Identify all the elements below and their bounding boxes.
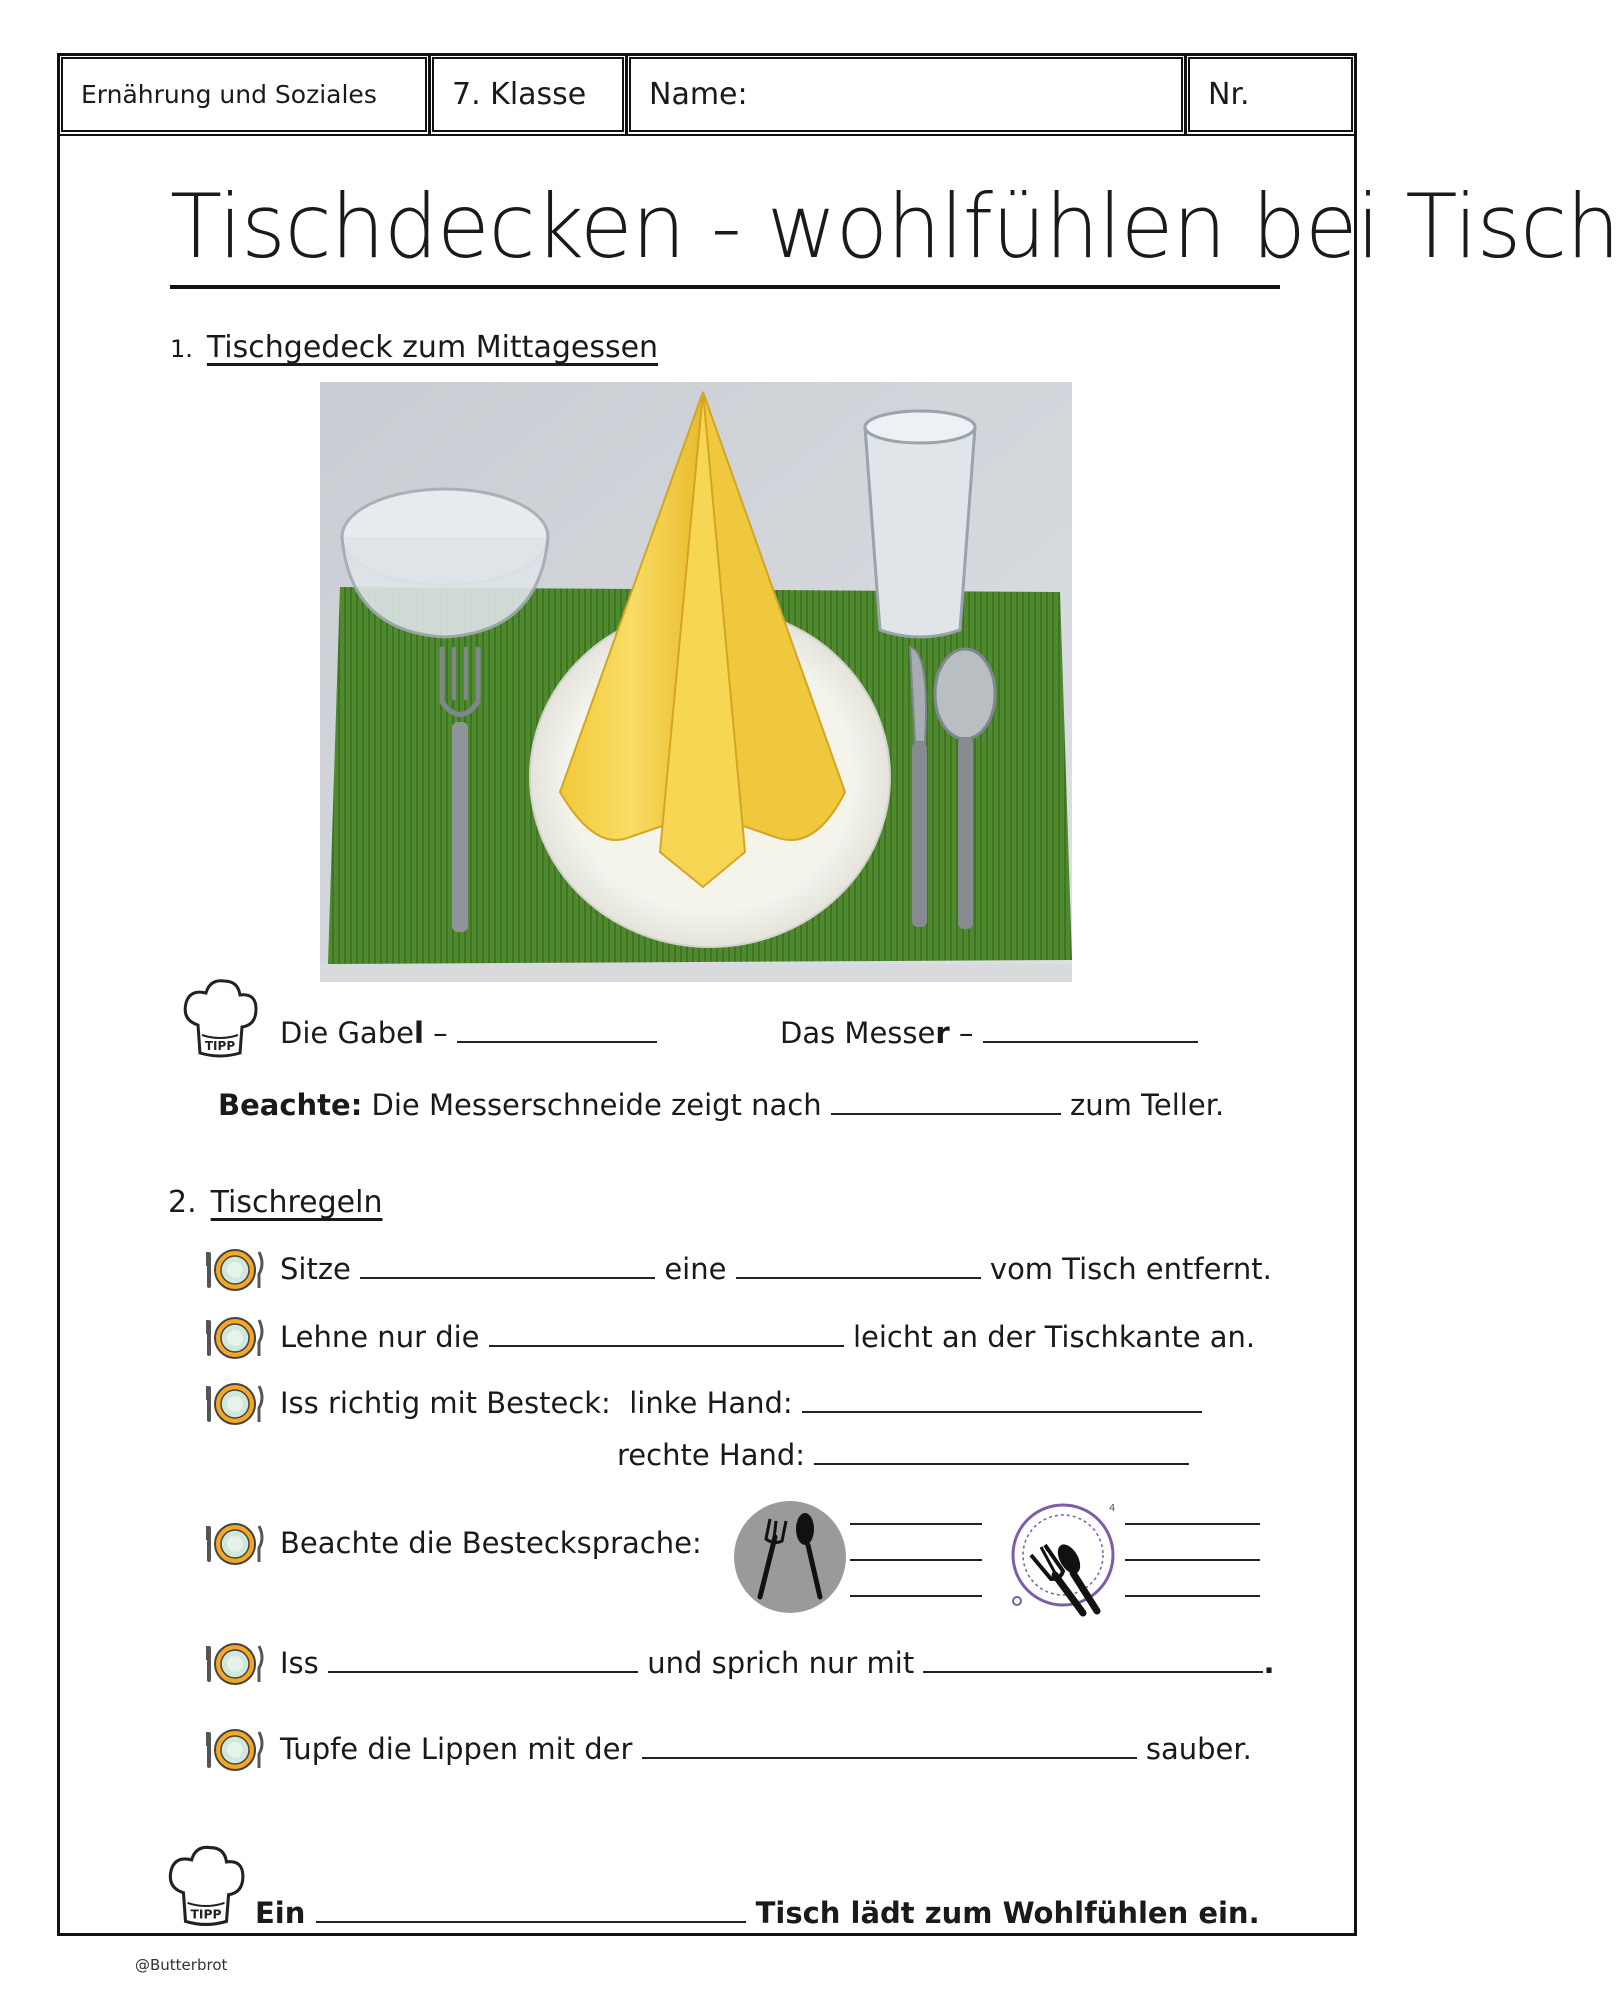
- closing-b: Tisch lädt zum Wohlfühlen ein.: [755, 1896, 1260, 1930]
- rule3-a: Iss richtig mit Besteck:: [280, 1386, 611, 1420]
- plate-bullet-icon: [205, 1724, 265, 1774]
- fork-line: [280, 1016, 657, 1050]
- rule4-line: [280, 1526, 702, 1560]
- rule3-left-label: linke Hand:: [629, 1386, 793, 1420]
- note-text: Die Messerschneide zeigt nach: [362, 1088, 822, 1122]
- name-label: Name:: [649, 77, 748, 112]
- rule5-blank-1[interactable]: [328, 1670, 638, 1673]
- rule3-right-line: [617, 1438, 1189, 1472]
- page-title: Tischdecken - wohlfühlen bei Tisch: [170, 175, 1619, 278]
- rule2-a: Lehne nur die: [280, 1320, 480, 1354]
- rule5-a: Iss: [280, 1646, 319, 1680]
- title-underline: [170, 285, 1280, 289]
- rule5-blank-2[interactable]: [923, 1670, 1263, 1673]
- grade-cell: [428, 53, 628, 136]
- plate-bullet-icon: [205, 1378, 265, 1428]
- rule5-b: und sprich nur mit: [647, 1646, 915, 1680]
- name-cell[interactable]: [625, 53, 1187, 136]
- section2-heading: [168, 1185, 382, 1220]
- closing-a: Ein: [255, 1896, 306, 1930]
- section1-number: 1.: [170, 335, 193, 363]
- plate-bullet-icon: [205, 1518, 265, 1568]
- rule2-b: leicht an der Tischkante an.: [852, 1320, 1256, 1354]
- plate-bullet-icon: [205, 1244, 265, 1294]
- note-suffix: zum Teller.: [1070, 1088, 1225, 1122]
- pause-blank-3[interactable]: [850, 1594, 982, 1597]
- note-answer-blank[interactable]: [831, 1112, 1061, 1115]
- knife-line: [780, 1016, 1198, 1050]
- finished-answer-blanks[interactable]: [1125, 1522, 1260, 1600]
- subject-cell: [57, 53, 431, 136]
- finished-blank-2[interactable]: [1125, 1558, 1260, 1561]
- rule5-period: .: [1263, 1646, 1275, 1680]
- rule4-text: Beachte die Bestecksprache:: [280, 1526, 702, 1560]
- chef-hat-tip-icon: [165, 1840, 247, 1930]
- right-hand-blank[interactable]: [814, 1462, 1189, 1465]
- plate-bullet-icon: [205, 1638, 265, 1688]
- section1-heading: [170, 330, 658, 365]
- section1-title: Tischgedeck zum Mittagessen: [206, 330, 659, 365]
- rule6-b: sauber.: [1145, 1732, 1252, 1766]
- pause-blank-2[interactable]: [850, 1558, 982, 1561]
- subject-text: Ernährung und Soziales: [81, 80, 377, 109]
- cutlery-pause-icon: [730, 1497, 850, 1617]
- knife-prefix: Das Messe: [780, 1016, 936, 1050]
- rule6-a: Tupfe die Lippen mit der: [280, 1732, 633, 1766]
- rule3-line: [280, 1386, 1202, 1420]
- tip-icon-label: TIPP: [204, 1039, 236, 1053]
- pause-answer-blanks[interactable]: [850, 1522, 982, 1600]
- plate-bullet-icon: [205, 1312, 265, 1362]
- pause-blank-1[interactable]: [850, 1522, 982, 1525]
- closing-line: [255, 1896, 1260, 1930]
- grade-text: 7. Klasse: [452, 77, 587, 112]
- closing-blank[interactable]: [316, 1920, 746, 1923]
- rule1-b: eine: [664, 1252, 727, 1286]
- svg-text:4: 4: [1109, 1503, 1116, 1514]
- knife-dash: –: [949, 1016, 974, 1050]
- knife-bold-letter: r: [935, 1016, 950, 1050]
- left-hand-blank[interactable]: [802, 1410, 1202, 1413]
- header-table: [57, 53, 1357, 136]
- knife-answer-blank[interactable]: [983, 1040, 1198, 1043]
- rule2-line: [280, 1320, 1255, 1354]
- rule6-line: [280, 1732, 1252, 1766]
- rule3-right-label: rechte Hand:: [617, 1438, 806, 1472]
- finished-blank-1[interactable]: [1125, 1522, 1260, 1525]
- rule2-blank[interactable]: [489, 1344, 844, 1347]
- cutlery-finished-icon: [1005, 1495, 1127, 1625]
- rule1-line: [280, 1252, 1272, 1286]
- rule1-c: vom Tisch entfernt.: [989, 1252, 1272, 1286]
- finished-blank-3[interactable]: [1125, 1594, 1260, 1597]
- fork-dash: –: [423, 1016, 448, 1050]
- number-label: Nr.: [1208, 77, 1250, 112]
- table-setting-photo: [320, 382, 1072, 982]
- rule6-blank[interactable]: [642, 1756, 1137, 1759]
- rule1-blank-1[interactable]: [360, 1276, 655, 1279]
- section2-number: 2.: [168, 1185, 197, 1220]
- section2-title: Tischregeln: [210, 1185, 383, 1220]
- rule5-line: [280, 1646, 1274, 1680]
- author-credit: @Butterbrot: [135, 1956, 228, 1974]
- fork-answer-blank[interactable]: [457, 1040, 657, 1043]
- tip-icon-label: TIPP: [190, 1907, 222, 1922]
- chef-hat-tip-icon: [180, 975, 260, 1060]
- fork-bold-letter: l: [413, 1016, 424, 1050]
- number-cell[interactable]: [1184, 53, 1357, 136]
- note-line: [218, 1088, 1224, 1122]
- fork-prefix: Die Gabe: [280, 1016, 414, 1050]
- rule1-a: Sitze: [280, 1252, 351, 1286]
- note-bold: Beachte:: [218, 1088, 363, 1122]
- rule1-blank-2[interactable]: [736, 1276, 981, 1279]
